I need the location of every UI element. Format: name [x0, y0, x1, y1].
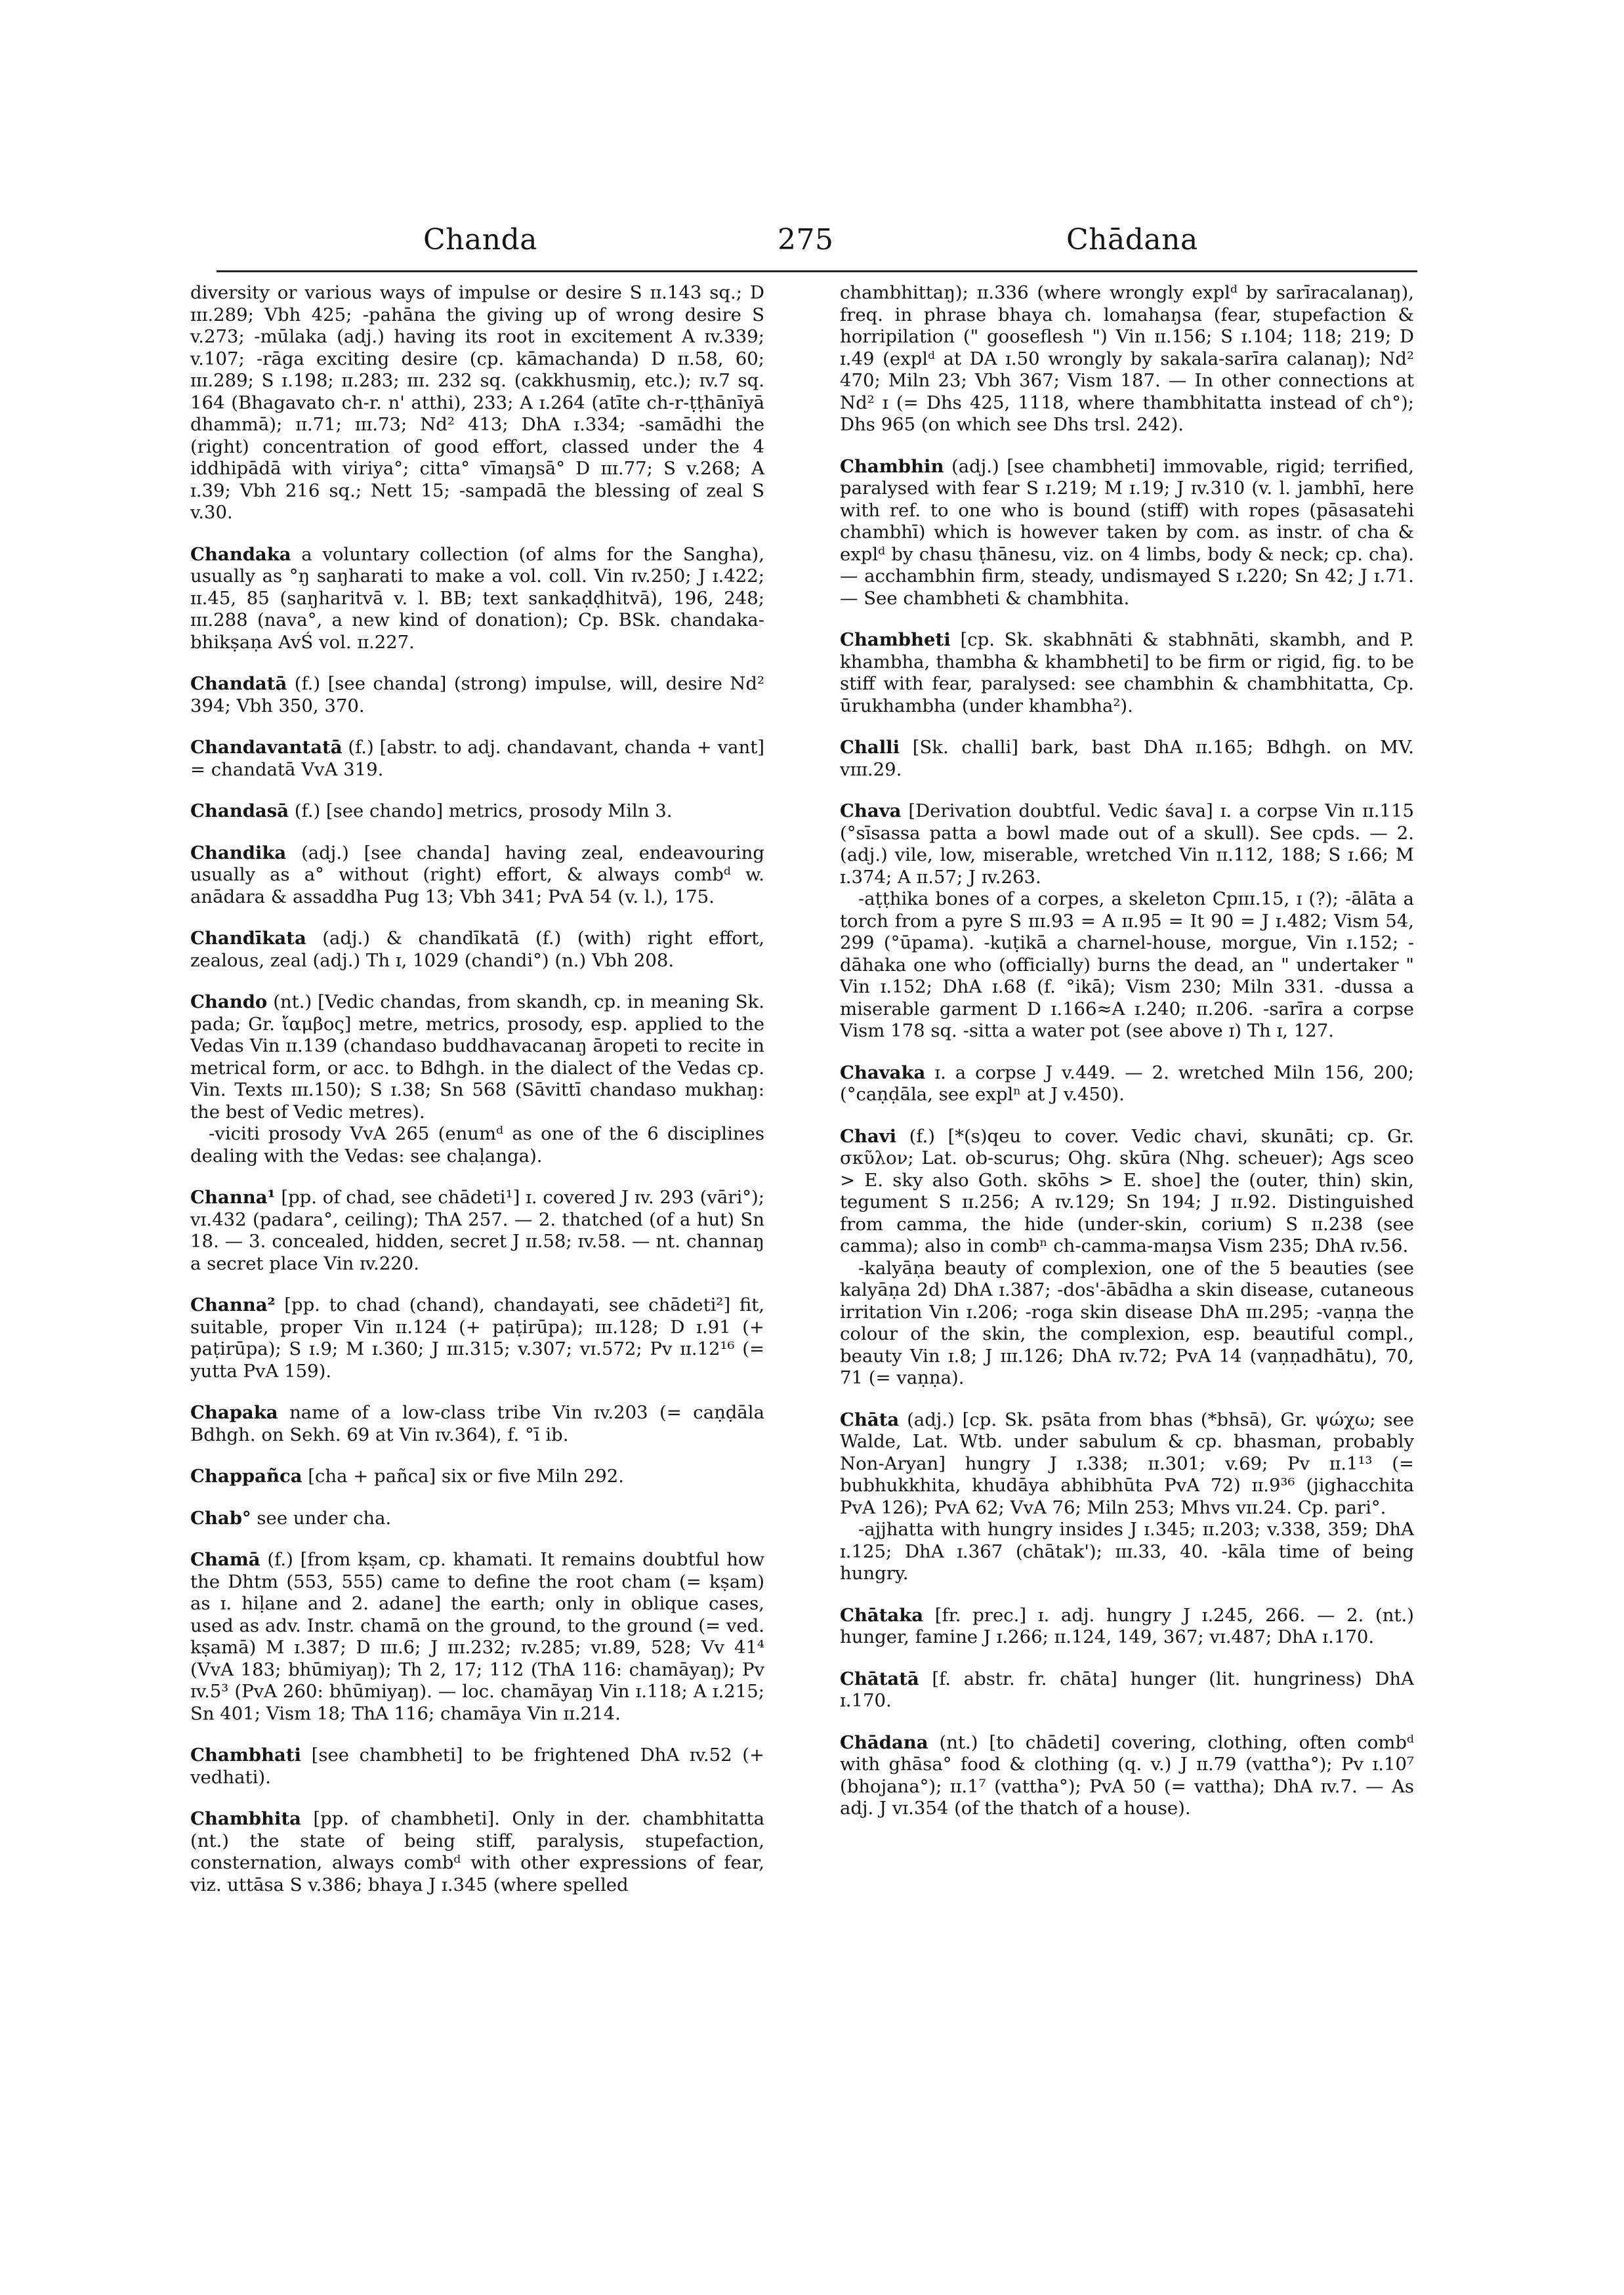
dictionary-entry [840, 1732, 1414, 1820]
dictionary-entry [190, 1549, 764, 1725]
entry-compounds: -kalyāṇa beauty of complexion, one of the 5 beauties (see kalyāṇa 2d) DhA ɪ.387; -dos'-ābādha a skin disease, cutaneous irritation Vin ɪ.206; -roga skin disease DhA ɪɪɪ.295; -vaṇṇa the colour of the skin, the complexion, esp. beautiful compl., beauty Vin ɪ.8; J ɪɪɪ.126; DhA ɪv.72; PvA 14 (vaṇṇadhātu), 70, 71 (= vaṇṇa). [840, 1257, 1414, 1388]
entry-text: [cp. Sk. skabhnāti & stabhnāti, skambh, and P. khambha, thambha & khambheti] to be firm or rigid, fig. to be stiff with fear, paralysed: see chambhin & chambhitatta, Cp. ūrukhambha (under khambha²). [840, 629, 1414, 716]
entry-text: [pp. of chad, see chādeti¹] ɪ. covered J ɪv. 293 (vāri°); vɪ.432 (padara°, ceiling); ThA 257. — 2. thatched (of a hut) Sn 18. — 3. concealed, hidden, secret J ɪɪ.58; ɪv.58. — nt. channaŋ a secret place Vin ɪv.220. [190, 1187, 764, 1274]
entry-text: (nt.) [to chādeti] covering, clothing, often combᵈ with ghāsa° food & clothing (q. v.) J ɪɪ.79 (vattha°); Pv ɪ.10⁷ (bhojana°); ɪɪ.1⁷ (vattha°); PvA 50 (= vattha); DhA ɪv.7. — As adj. J vɪ.354 (of the thatch of a house). [840, 1731, 1414, 1819]
entry-text: [cha + pañca] six or five Miln 292. [302, 1466, 624, 1487]
entry-text: (adj.) & chandīkatā (f.) (with) right effort, zealous, zeal (adj.) Th ɪ, 1029 (chandi°) (n.) Vbh 208. [190, 928, 764, 971]
entry-headword: Channa² [190, 1294, 276, 1315]
entry-text: [Derivation doubtful. Vedic śava] ɪ. a corpse Vin ɪɪ.115 (°sīsassa patta a bowl made out of a skull). See cpds. — 2. (adj.) vile, low, miserable, wretched Vin ɪɪ.112, 188; S ɪ.66; M ɪ.374; A ɪɪ.57; J ɪv.263. [840, 800, 1414, 888]
dictionary-entry [840, 456, 1414, 610]
entry-headword: Chab° [190, 1507, 251, 1529]
dictionary-entry [190, 842, 764, 909]
entry-text: (f.) [*(s)qeu to cover. Vedic chavi, skunāti; cp. Gr. σκῦλον; Lat. ob-scurus; Ohg. skūra (Nhg. scheuer); Ags sceo > E. sky also Goth. skōhs > E. shoe] the (outer, thin) skin, tegument S ɪɪ.256; A ɪv.129; Sn 194; J ɪɪ.92. Distinguished from camma, the hide (under-skin, corium) S ɪɪ.238 (see camma); also in combⁿ ch-camma-maŋsa Vism 235; DhA ɪv.56. [840, 1125, 1414, 1256]
entry-compounds: -ajjhatta with hungry insides J ɪ.345; ɪɪ.203; v.338, 359; DhA ɪ.125; DhA ɪ.367 (chātak'); ɪɪɪ.33, 40. -kāla time of being hungry. [840, 1519, 1414, 1584]
entry-headword: Chātatā [840, 1668, 919, 1689]
entry-text: (adj.) [see chanda] having zeal, endeavouring usually as a° without (right) effort, & always combᵈ w. anādara & assaddha Pug 13; Vbh 341; PvA 54 (v. l.), 175. [190, 842, 764, 907]
dictionary-entry [190, 1187, 764, 1275]
entry-text: [pp. of chambheti]. Only in der. chambhitatta (nt.) the state of being stiff, paralysis, stupefaction, consternation, always combᵈ with other expressions of fear, viz. uttāsa S v.386; bhaya J ɪ.345 (where spelled [190, 1808, 764, 1895]
entry-text: name of a low-class tribe Vin ɪv.203 (= caṇḍāla Bdhgh. on Sekh. 69 at Vin ɪv.364), f. °ī ib. [190, 1402, 764, 1445]
dictionary-entry [190, 1294, 764, 1382]
dictionary-entry [840, 1062, 1414, 1106]
dictionary-entry [190, 737, 764, 781]
entry-headword: Chātaka [840, 1604, 924, 1626]
right-column [840, 282, 1414, 1840]
entry-headword: Chavi [840, 1125, 897, 1147]
dictionary-entry [190, 1745, 764, 1788]
entry-headword: Chava [840, 800, 902, 821]
entry-text: see under cha. [251, 1507, 392, 1529]
dictionary-entry [840, 282, 1414, 436]
entry-headword: Chambhati [190, 1745, 301, 1766]
entry-compounds: -viciti prosody VvA 265 (enumᵈ as one of the 6 disciplines dealing with the Vedas: see chaḷanga). [190, 1123, 764, 1167]
dictionary-entry [190, 928, 764, 972]
entry-text: (f.) [see chando] metrics, prosody Miln 3. [289, 800, 673, 821]
entry-text: (f.) [see chanda] (strong) impulse, will, desire Nd² 394; Vbh 350, 370. [190, 673, 764, 716]
dictionary-entry [840, 1668, 1414, 1712]
entry-text: [Sk. challi] bark, bast DhA ɪɪ.165; Bdhgh. on MV. vɪɪɪ.29. [840, 737, 1414, 780]
entry-headword: Chandīkata [190, 928, 306, 949]
dictionary-entry [840, 1605, 1414, 1649]
running-head-left: Chanda [423, 223, 537, 257]
entry-text: diversity or various ways of impulse or desire S ɪɪ.143 sq.; D ɪɪɪ.289; Vbh 425; -pahāna the giving up of wrong desire S v.273; -mūlaka (adj.) having its root in excitement A ɪv.339; v.107; -rāga exciting desire (cp. kāmachanda) D ɪɪ.58, 60; ɪɪɪ.289; S ɪ.198; ɪɪ.283; ɪɪɪ. 232 sq. (cakkhusmiŋ, etc.); ɪv.7 sq. 164 (Bhagavato ch-r. n' atthi), 233; A ɪ.264 (atīte ch-r-ṭṭhānīyā dhammā); ɪɪ.71; ɪɪɪ.73; Nd² 413; DhA ɪ.334; -samādhi the (right) concentration of good effort, classed under the 4 iddhipādā with viriya°; citta° vīmaŋsā° D ɪɪɪ.77; S v.268; A ɪ.39; Vbh 216 sq.; Nett 15; -sampadā the blessing of zeal S v.30. [190, 282, 764, 523]
entry-text: (nt.) [Vedic chandas, from skandh, cp. in meaning Sk. pada; Gr. ἴαμβος] metre, metrics, prosody, esp. applied to the Vedas Vin ɪɪ.139 (chandaso buddhavacanaŋ āropeti to recite in metrical form, or acc. to Bdhgh. in the dialect of the Vedas cp. Vin. Texts ɪɪɪ.150); S ɪ.38; Sn 568 (Sāvittī chandaso mukhaŋ: the best of Vedic metres). [190, 991, 764, 1123]
entry-headword: Chambhin [840, 455, 944, 477]
page-number: 275 [778, 223, 834, 257]
entry-headword: Chappañca [190, 1466, 302, 1487]
header-rule [217, 270, 1417, 272]
entry-text: (adj.) [cp. Sk. psāta from bhas (*bhsā), Gr. ψώχω; see Walde, Lat. Wtb. under sabulum & cp. bhasman, probably Non-Aryan] hungry J ɪ.338; ɪɪ.301; v.69; Pv ɪɪ.1¹³ (= bubhukkhita, khudāya abhibhūta PvA 72) ɪɪ.9³⁶ (jighacchita PvA 126); PvA 62; VvA 76; Miln 253; Mhvs vɪɪ.24. Cp. pari°. [840, 1409, 1414, 1518]
dictionary-entry [190, 1466, 764, 1488]
entry-headword: Chambheti [840, 629, 951, 650]
entry-compounds: -aṭṭhika bones of a corpes, a skeleton Cpɪɪɪ.15, ɪ (?); -ālāta a torch from a pyre S ɪɪɪ.93 = A ɪɪ.95 = It 90 = J ɪ.482; Vism 54, 299 (°ūpama). -kuṭikā a charnel-house, morgue, Vin ɪ.152; -dāhaka one who (officially) burns the dead, an " undertaker " Vin ɪ.152; DhA ɪ.68 (f. °ikā); Vism 230; Miln 331. -dussa a miserable garment D ɪ.166≈A ɪ.240; ɪɪ.206. -sarīra a corpse Vism 178 sq. -sitta a water pot (see above ɪ) Th ɪ, 127. [840, 888, 1414, 1041]
entry-text: (adj.) [see chambheti] immovable, rigid; terrified, paralysed with fear S ɪ.219; M ɪ.19; J ɪv.310 (v. l. jambhī, here with ref. to one who is bound (stiff) with ropes (pāsasatehi chambhī) which is however taken by com. as instr. of cha & explᵈ by chasu ṭhānesu, viz. on 4 limbs, body & neck; cp. cha). — acchambhin firm, steady, undismayed S ɪ.220; Sn 42; J ɪ.71. — See chambheti & chambhita. [840, 455, 1414, 609]
dictionary-entry [190, 991, 764, 1167]
entry-headword: Challi [840, 737, 900, 758]
entry-headword: Chāta [840, 1409, 900, 1430]
entry-headword: Chandika [190, 842, 287, 863]
entry-headword: Chandaka [190, 543, 291, 565]
entry-headword: Chapaka [190, 1402, 278, 1423]
dictionary-entry [190, 1508, 764, 1530]
dictionary-entry [190, 1402, 764, 1446]
entry-headword: Chandavantatā [190, 737, 343, 758]
dictionary-entry [840, 1409, 1414, 1585]
entry-text: (f.) [from kṣam, cp. khamati. It remains doubtful how the Dhtm (553, 555) came to define the root cham (= kṣam) as ɪ. hiḷane and 2. adane] the earth; only in oblique cases, used as adv. Instr. chamā on the ground, to the ground (= ved. kṣamā) M ɪ.387; D ɪɪɪ.6; J ɪɪɪ.232; ɪv.285; vɪ.89, 528; Vv 41⁴ (VvA 183; bhūmiyaŋ); Th 2, 17; 112 (ThA 116: chamāyaŋ); Pv ɪv.5³ (PvA 260: bhūmiyaŋ). — loc. chamāyaŋ Vin ɪ.118; A ɪ.215; Sn 401; Vism 18; ThA 116; chamāya Vin ɪɪ.214. [190, 1549, 764, 1724]
dictionary-entry [190, 1808, 764, 1896]
dictionary-entry [190, 282, 764, 524]
dictionary-entry [840, 1126, 1414, 1390]
entry-text: ɪ. a corpse J v.449. — 2. wretched Miln 156, 200; (°caṇḍāla, see explⁿ at J v.450). [840, 1062, 1414, 1105]
running-head-right: Chādana [1066, 223, 1198, 257]
dictionary-entry [190, 673, 764, 717]
entry-headword: Chavaka [840, 1062, 926, 1083]
entry-headword: Chandasā [190, 800, 289, 821]
entry-headword: Chamā [190, 1549, 260, 1570]
dictionary-entry [840, 800, 1414, 1043]
entry-text: [pp. to chad (chand), chandayati, see chādeti²] fit, suitable, proper Vin ɪɪ.124 (+ paṭirūpa); ɪɪɪ.128; D ɪ.91 (+ paṭirūpa); S ɪ.9; M ɪ.360; J ɪɪɪ.315; v.307; vɪ.572; Pv ɪɪ.12¹⁶ (= yutta PvA 159). [190, 1294, 764, 1382]
entry-headword: Chando [190, 991, 268, 1012]
entry-headword: Channa¹ [190, 1187, 276, 1208]
entry-text: (f.) [abstr. to adj. chandavant, chanda + vant] = chandatā VvA 319. [190, 737, 764, 780]
entry-headword: Chambhita [190, 1808, 301, 1829]
entry-headword: Chandatā [190, 673, 287, 694]
entry-text: a voluntary collection (of alms for the Sangha), usually as °ŋ saŋharati to make a vol. coll. Vin ɪv.250; J ɪ.422; ɪɪ.45, 85 (saŋharitvā v. l. BB; text sankaḍḍhitvā), 196, 248; ɪɪɪ.288 (nava°, a new kind of donation); Cp. BSk. chandaka-bhikṣaṇa AvŚ vol. ɪɪ.227. [190, 543, 764, 653]
left-column [190, 282, 764, 1916]
entry-text: chambhittaŋ); ɪɪ.336 (where wrongly explᵈ by sarīracalanaŋ), freq. in phrase bhaya ch. lomahaŋsa (fear, stupefaction & horripilation (" gooseflesh ") Vin ɪɪ.156; S ɪ.104; 118; 219; D ɪ.49 (explᵈ at DA ɪ.50 wrongly by sakala-sarīra calanaŋ); Nd² 470; Miln 23; Vbh 367; Vism 187. — In other connections at Nd² ɪ (= Dhs 425, 1118, where thambhitatta instead of ch°); Dhs 965 (on which see Dhs trsl. 242). [840, 282, 1414, 435]
entry-text: [fr. prec.] ɪ. adj. hungry J ɪ.245, 266. — 2. (nt.) hunger, famine J ɪ.266; ɪɪ.124, 149, 367; vɪ.487; DhA ɪ.170. [840, 1604, 1414, 1647]
dictionary-entry [190, 544, 764, 654]
entry-text: [f. abstr. fr. chāta] hunger (lit. hungriness) DhA ɪ.170. [840, 1668, 1414, 1711]
dictionary-entry [840, 629, 1414, 717]
dictionary-entry [840, 737, 1414, 781]
entry-headword: Chādana [840, 1731, 928, 1753]
dictionary-entry [190, 800, 764, 823]
entry-text: [see chambheti] to be frightened DhA ɪv.52 (+ vedhati). [190, 1745, 764, 1788]
